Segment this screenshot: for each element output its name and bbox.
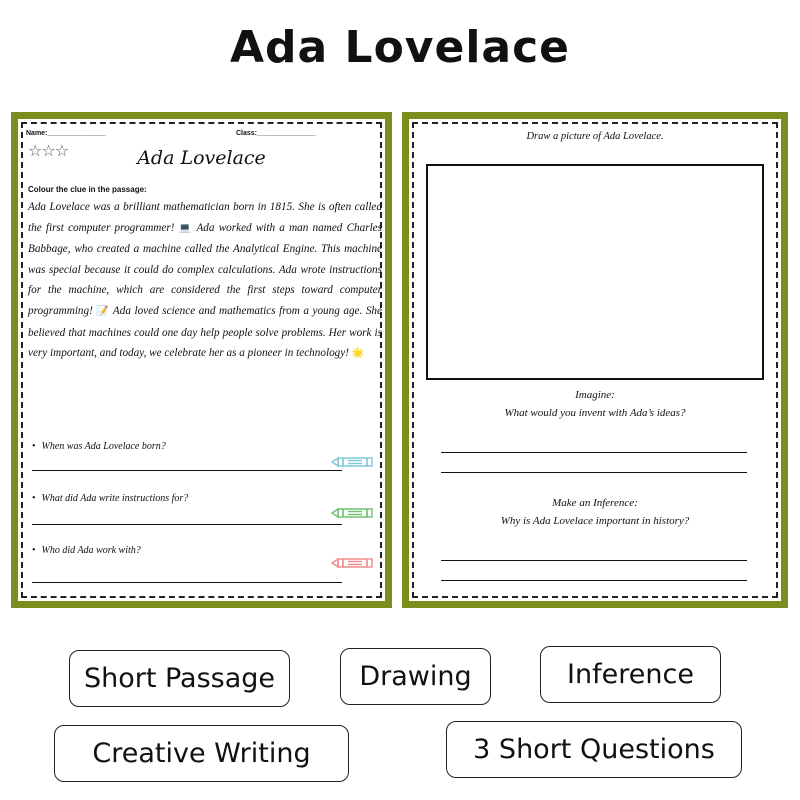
- page-title: Ada Lovelace: [229, 22, 571, 73]
- class-field-label: Class:_______________: [236, 130, 316, 137]
- question-3-text: Who did Ada work with?: [41, 545, 141, 556]
- name-field-label: Name:_______________: [26, 130, 106, 137]
- drawing-worksheet-inner: [409, 119, 781, 601]
- inference-question: Why is Ada Lovelace important in history?: [500, 515, 690, 527]
- passage-text-2: Ada worked with a man named Charles Babbage, who created a machine called the Analytical Engine. This machine was special because it could do complex calculations. Ada wrote instructions for the machine, which are considered the first steps toward computer programming!: [28, 221, 383, 317]
- reading-passage: [28, 197, 382, 365]
- crayon-icon-blue: [330, 454, 374, 470]
- crayon-icon-red: [330, 555, 374, 571]
- passage-text-3: Ada loved science and mathematics from a young age. She believed that machines could one day help people solve problems. Her work is very important, and today, we celebrate her as a pioneer in technology!: [28, 304, 382, 360]
- reading-worksheet: [11, 112, 392, 608]
- imagine-answer-line-2[interactable]: [441, 472, 747, 473]
- feature-inference: Inference: [540, 646, 721, 703]
- question-1: [32, 441, 166, 452]
- drawing-box[interactable]: [426, 164, 764, 380]
- bullet-icon: •: [32, 545, 36, 556]
- feature-creative-writing: Creative Writing: [54, 725, 349, 782]
- inference-answer-line-1[interactable]: [441, 560, 747, 561]
- question-1-text: When was Ada Lovelace born?: [41, 441, 166, 452]
- passage-text-1: Ada Lovelace was a brilliant mathematician born in 1815. She is often called the first computer programmer!: [28, 201, 382, 234]
- inference-heading: Make an Inference:: [552, 497, 638, 509]
- worksheet-title: Ada Lovelace: [137, 147, 266, 169]
- star-icon: 🌟: [351, 348, 365, 360]
- imagine-heading: Imagine:: [575, 389, 615, 401]
- memo-icon: 📝: [96, 305, 110, 317]
- answer-line-1[interactable]: [32, 470, 342, 471]
- imagine-answer-line-1[interactable]: [441, 452, 747, 453]
- feature-drawing: Drawing: [340, 648, 491, 705]
- draw-prompt: Draw a picture of Ada Lovelace.: [526, 131, 664, 142]
- rating-stars-icon: ☆☆☆: [28, 141, 69, 160]
- inference-answer-line-2[interactable]: [441, 580, 747, 581]
- crayon-icon-green: [330, 505, 374, 521]
- imagine-question: What would you invent with Ada’s ideas?: [504, 407, 686, 419]
- feature-short-passage: Short Passage: [69, 650, 290, 707]
- question-3: [32, 545, 141, 556]
- bullet-icon: •: [32, 441, 36, 452]
- laptop-icon: 💻: [178, 222, 193, 234]
- answer-line-2[interactable]: [32, 524, 342, 525]
- question-2-text: What did Ada write instructions for?: [41, 493, 189, 504]
- answer-line-3[interactable]: [32, 582, 342, 583]
- drawing-worksheet: [402, 112, 788, 608]
- reading-worksheet-inner: [18, 119, 385, 601]
- bullet-icon: •: [32, 493, 36, 504]
- passage-instruction: Colour the clue in the passage:: [28, 185, 147, 194]
- feature-3-short-questions: 3 Short Questions: [446, 721, 742, 778]
- question-2: [32, 493, 188, 504]
